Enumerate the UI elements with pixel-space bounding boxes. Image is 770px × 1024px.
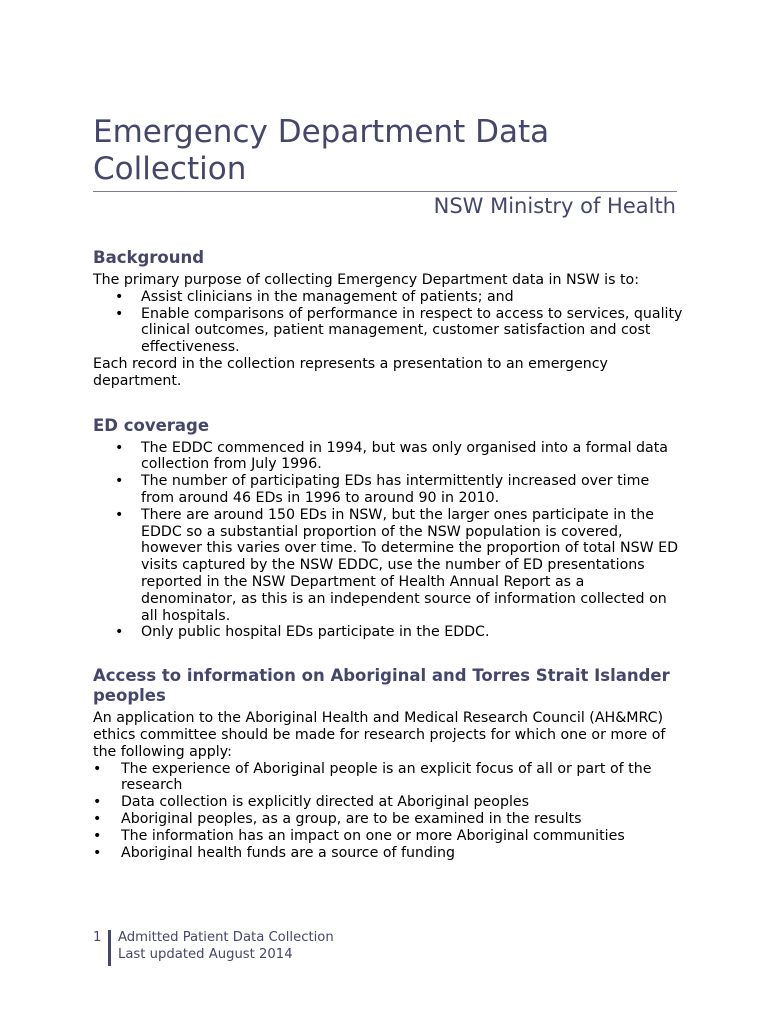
page-title: Emergency Department Data Collection xyxy=(93,114,550,187)
section-ed-coverage xyxy=(93,416,683,642)
coverage-bullet-list xyxy=(93,440,683,642)
list-item: • Only public hospital EDs participate in the EDDC. xyxy=(93,624,683,641)
list-item: • Assist clinicians in the management of patients; and xyxy=(93,289,683,306)
footer-divider xyxy=(108,930,111,966)
footer-line-title: Admitted Patient Data Collection xyxy=(118,930,334,945)
list-item: • There are around 150 EDs in NSW, but the larger ones participate in the EDDC so a substantial proportion of the NSW population is covered, however this varies over time. To determine the proportion of total NSW ED visits captured by the NSW EDDC, use the number of ED presentations reported in the NSW Department of Health Annual Report as a denominator, as this is an independent source of information collected on all hospitals. xyxy=(93,507,683,625)
list-item: • The number of participating EDs has intermittently increased over time from around 46 EDs in 1996 to around 90 in 2010. xyxy=(93,473,683,507)
document-body xyxy=(93,248,683,861)
footer-line-updated: Last updated August 2014 xyxy=(118,947,293,962)
aboriginal-bullet-list xyxy=(93,761,683,862)
section-heading-ed-coverage: ED coverage xyxy=(93,415,210,435)
page-number: 1 xyxy=(93,930,102,945)
list-item: • Aboriginal peoples, as a group, are to be examined in the results xyxy=(93,811,683,828)
title-divider xyxy=(93,191,677,192)
list-item: • The EDDC commenced in 1994, but was only organised into a formal data collection from July 1996. xyxy=(93,440,683,474)
aboriginal-intro: An application to the Aboriginal Health and Medical Research Council (AH&MRC) ethics committee should be made for research projects for which one or more of the following apply: xyxy=(93,710,666,760)
page-subtitle: NSW Ministry of Health xyxy=(433,194,676,218)
list-item: • Aboriginal health funds are a source of funding xyxy=(93,845,683,862)
section-background xyxy=(93,248,683,390)
list-item: • The experience of Aboriginal people is an explicit focus of all or part of the research xyxy=(93,761,683,795)
list-item: • The information has an impact on one or more Aboriginal communities xyxy=(93,828,683,845)
section-heading-aboriginal-access: Access to information on Aboriginal and Torres Strait Islander peoples xyxy=(93,666,670,706)
footer-text xyxy=(118,929,334,963)
list-item: • Enable comparisons of performance in respect to access to services, quality clinical outcomes, patient management, customer satisfaction and cost effectiveness. xyxy=(93,306,683,356)
list-item: • Data collection is explicitly directed at Aboriginal peoples xyxy=(93,794,683,811)
background-bullet-list xyxy=(93,289,683,356)
background-intro: The primary purpose of collecting Emergency Department data in NSW is to: xyxy=(93,272,639,288)
section-aboriginal-access xyxy=(93,666,683,861)
background-outro: Each record in the collection represents a presentation to an emergency department. xyxy=(93,355,608,389)
section-heading-background: Background xyxy=(93,248,205,267)
